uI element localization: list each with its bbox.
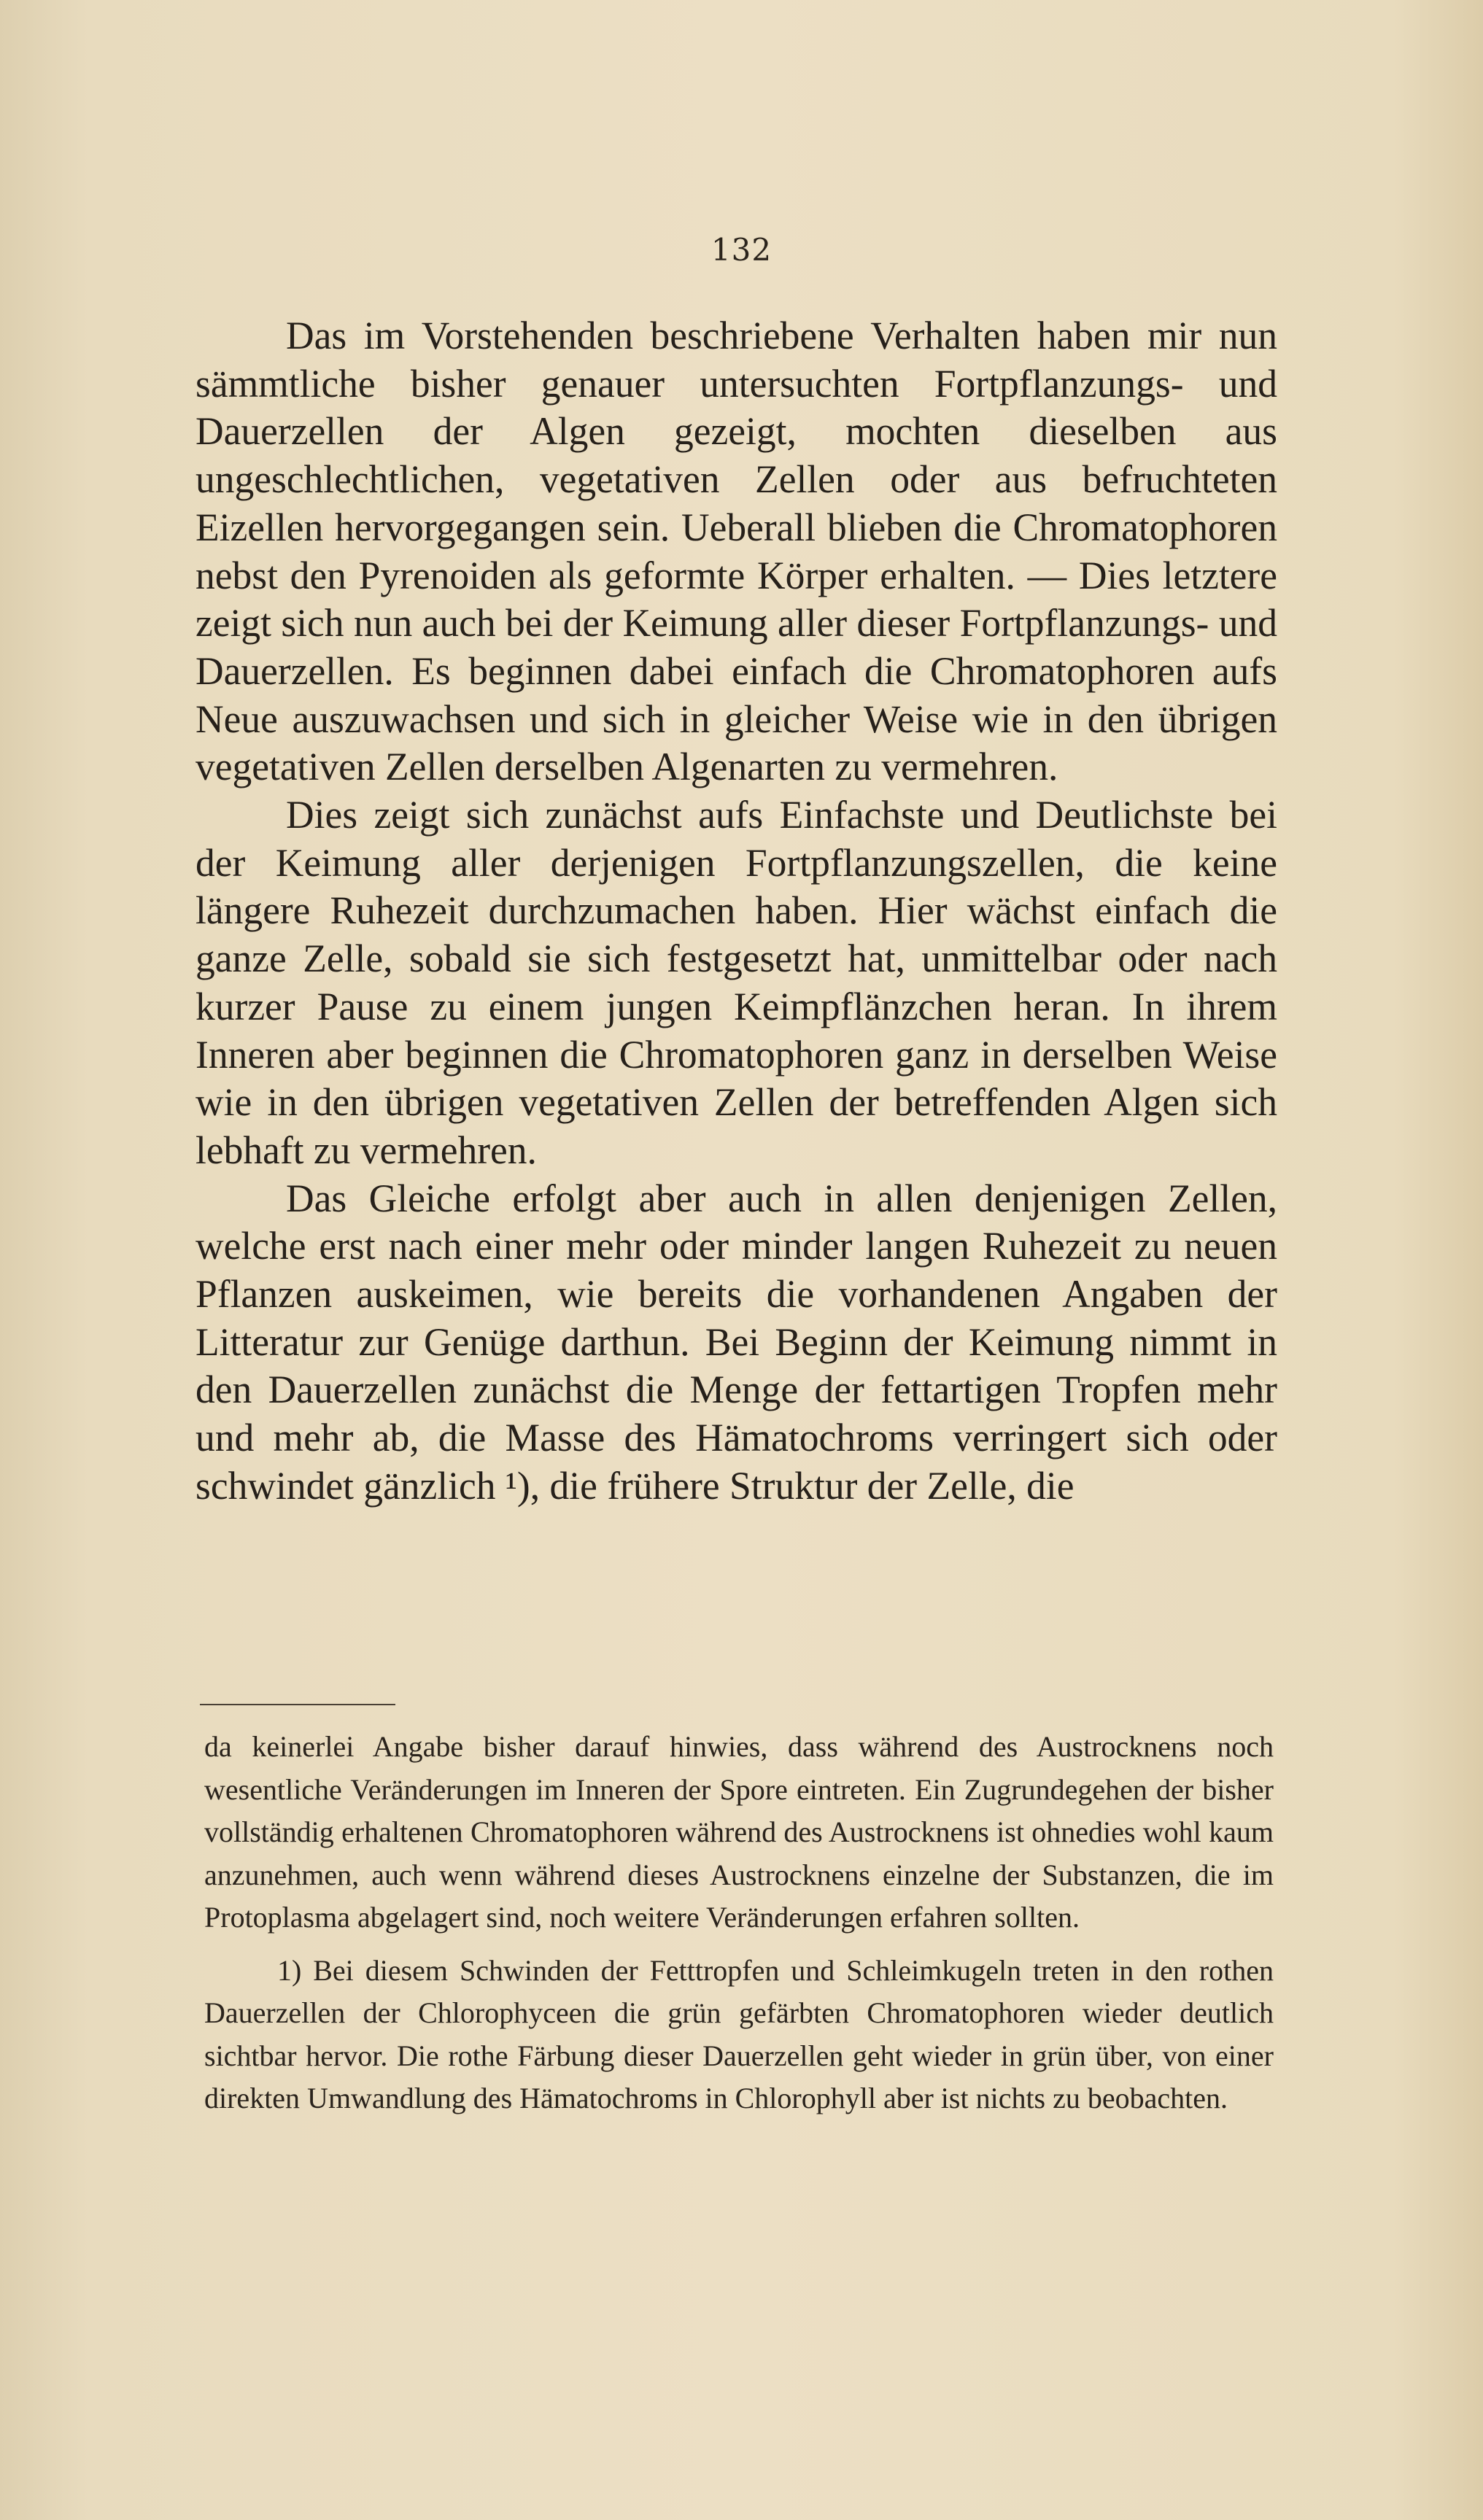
page-number: 132 [710,232,773,268]
footnote-divider [200,1704,395,1705]
footnotes [204,1726,1274,2120]
paragraph-2: Dies zeigt sich zunächst aufs Einfachste und Deutlichste bei der Keimung aller derjenigen Fortpflanzungszellen, die keine längere Ruhezeit durchzumachen haben. Hier wächst einfach die ganze Zelle, sobald sie sich festgesetzt hat, unmittelbar oder nach kurzer Pause zu einem jungen Keimpflänzchen heran. In ihrem Inneren aber beginnen die Chromatophoren ganz in derselben Weise wie in den übrigen vegetativen Zellen der betreffenden Algen sich lebhaft zu vermehren. [195,793,1277,1172]
paragraph-1: Das im Vorstehenden beschriebene Verhalten haben mir nun sämmtliche bisher genauer untersuchten Fortpflanzungs- und Dauerzellen der Algen gezeigt, mochten dieselben aus ungeschlechtlichen, vegetativen Zellen oder aus befruchteten Eizellen hervorgegangen sein. Ueberall blieben die Chromatophoren nebst den Pyrenoiden als geformte Körper erhalten. — Dies letztere zeigt sich nun auch bei der Keimung aller dieser Fortpflanzungs- und Dauerzellen. Es beginnen dabei einfach die Chromatophoren aufs Neue auszuwachsen und sich in gleicher Weise wie in den übrigen vegetativen Zellen derselben Algenarten zu vermehren. [195,314,1277,789]
footnote-continuation: da keinerlei Angabe bisher darauf hinwies, dass während des Austrocknens noch wesentliche Veränderungen im Inneren der Spore eintreten. Ein Zugrundegehen der bisher vollständig erhaltenen Chromatophoren während des Austrocknens ist ohnedies wohl kaum anzunehmen, auch wenn während dieses Austrocknens einzelne der Substanzen, die im Protoplasma abgelagert sind, noch weitere Veränderungen erfahren sollten. [204,1730,1274,1934]
paragraph-3: Das Gleiche erfolgt aber auch in allen denjenigen Zellen, welche erst nach einer mehr oder minder langen Ruhezeit zu neuen Pflanzen auskeimen, wie bereits die vorhandenen Angaben der Litteratur zur Genüge darthun. Bei Beginn der Keimung nimmt in den Dauerzellen zunächst die Menge der fettartigen Tropfen mehr und mehr ab, die Masse des Hämatochroms verringert sich oder schwindet gänzlich ¹), die frühere Struktur der Zelle, die [195,1176,1277,1508]
main-text [195,312,1277,1511]
footnote-1: 1) Bei diesem Schwinden der Fetttropfen und Schleimkugeln treten in den rothen Dauerzellen der Chlorophyceen die grün gefärbten Chromatophoren wieder deutlich sichtbar hervor. Die rothe Färbung dieser Dauerzellen geht wieder in grün über, von einer direkten Umwandlung des Hämatochroms in Chlorophyll aber ist nichts zu beobachten. [204,1953,1274,2114]
